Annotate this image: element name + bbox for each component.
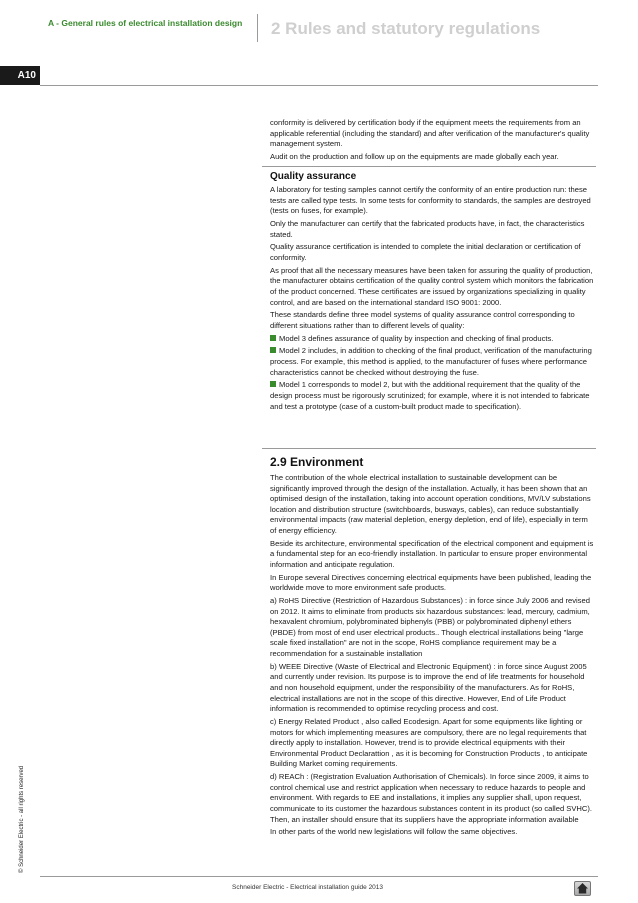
bullet-text: Model 3 defines assurance of quality by inspection and checking of final products.: [279, 333, 554, 343]
header-rule: [40, 85, 598, 86]
body-paragraph: a) RoHS Directive (Restriction of Hazardous Substances) : in force since July 2006 and revised on 2012. It aims to eliminate from products six hazardous substances: lead, mercury, cadmium, hexavalent chromium, polybrominated biphenyls (PBB) or polybrominated diphenyl ethers (PBDE) from most of end user electrical products.. Though electrical installations being "large scale fixed installation" are not in the scope, RoHS compliance requirement may be a recommendation for a sustainable installation: [270, 596, 590, 659]
footer-text: Schneider Electric - Electrical installation guide 2013: [232, 884, 384, 891]
header-divider: [257, 14, 258, 42]
body-paragraph: c) Energy Related Product , also called Ecodesign. Apart for some equipments like lighting or motors for which implementing measures are compulsory, there are no legal requirements that directly apply to installation. However, trend is to provide electrical equipments with their Environmental Product Declarattion , as it is becoming for Construction Products , to anticipate Building Market coming requirements.: [270, 717, 588, 769]
page-number-tab: A10: [0, 66, 40, 85]
section-rule: [262, 166, 596, 167]
bullet-item: [270, 334, 595, 345]
quality-assurance-heading: Quality assurance: [270, 171, 357, 182]
environment-block: [270, 455, 595, 840]
bullet-square-icon: [270, 335, 276, 341]
bullet-text: Model 2 includes, in addition to checking of the final product, verification of the manufacturing process. For example, this method is applied, to the manufacturer of fuses where performance characteristics cannot be checked without destroying the fuse.: [270, 346, 592, 377]
section-title: 2 Rules and statutory regulations: [271, 19, 541, 38]
body-paragraph: In Europe several Directives concerning electrical equipments have been published, leading the worldwide move to more environment safe products.: [270, 572, 592, 593]
body-paragraph: As proof that all the necessary measures have been taken for assuring the quality of production, the manufacturer obtains certification of the quality control system which monitors the fabrication of the product concerned. These certificates are issued by organizations specializing in quality control, and are based on the international standard ISO 9001: 2000.: [270, 265, 594, 307]
bullet-square-icon: [270, 347, 276, 353]
copyright-notice: © Schneider Electric - all rights reserved: [19, 765, 25, 873]
body-paragraph: d) REACh : (Registration Evaluation Authorisation of Chemicals). In force since 2009, it aims to control chemical use and restrict application when necessary to reduce hazards to people and environment. With regards to EE and installations, it implies any supplier shall, upon request, communicate to its customer the hazardous substances content in its product (so called SVHC). Then, an installer should ensure that its suppliers have the appropriate information available: [270, 772, 593, 824]
intro-paragraph: conformity is delivered by certification body if the equipment meets the requirements from an applicable referential (including the standard) and after verification of the manufacturer's quality management system.: [270, 118, 590, 149]
chapter-header: A - General rules of electrical installation design: [48, 18, 243, 28]
quality-assurance-block: [270, 171, 595, 414]
body-paragraph: b) WEEE Directive (Waste of Electrical and Electronic Equipment) : in force since August 2005 and currently under revision. Its purpose is to improve the end of life treatments for household and non household equipment, under the responsibility of the manufacturers. As for RoHS, electrical installations are not in the scope of this directive. However, End of Life Product information is recommended to optimise recycling process and cost.: [270, 661, 587, 714]
bullet-item: [270, 380, 595, 412]
body-paragraph: Only the manufacturer can certify that the fabricated products have, in fact, the characteristics stated.: [270, 218, 585, 239]
body-paragraph: The contribution of the whole electrical installation to sustainable development can be significantly improved through the design of the installation. Actually, it has been shown that an optimised design of the installation, taking into account operation conditions, MV/LV substations location and distribution structure (switchboards, busways, cables), can reduce substantially environmental impacts (raw material depletion, energy depletion, end of life), especially in term of energy efficiency.: [270, 473, 591, 535]
bullet-text: Model 1 corresponds to model 2, but with the additional requirement that the quality of the design process must be rigorously scrutinized; for example, where it is not intended to fabricate and test a prototype (case of a custom-built product made to specification).: [270, 380, 590, 411]
section-rule: [262, 448, 596, 449]
body-paragraph: Quality assurance certification is intended to complete the initial declaration or certification of conformity.: [270, 242, 581, 262]
bullet-item: [270, 346, 595, 378]
intro-block: [270, 118, 595, 165]
home-icon: [575, 882, 590, 895]
body-paragraph: Beside its architecture, environmental specification of the electrical component and equipment is a fundamental step for an eco-friendly installation. In particular to ensure proper environmental information and anticipate regulation.: [270, 538, 594, 569]
body-paragraph: A laboratory for testing samples cannot certify the conformity of an entire production run: these tests are called type tests. In some tests for conformity to standards, the samples are destroyed (tests on fuses, for example).: [270, 185, 591, 216]
intro-paragraph: Audit on the production and follow up on the equipments are made globally each year.: [270, 151, 559, 161]
home-button[interactable]: [574, 881, 591, 896]
bullet-square-icon: [270, 381, 276, 387]
footer-rule: [40, 876, 598, 877]
body-paragraph: In other parts of the world new legislations will follow the same objectives.: [270, 827, 518, 837]
environment-heading: 2.9 Environment: [270, 455, 364, 469]
body-paragraph: These standards define three model systems of quality assurance control corresponding to different situations rather than to different levels of quality:: [270, 310, 575, 330]
